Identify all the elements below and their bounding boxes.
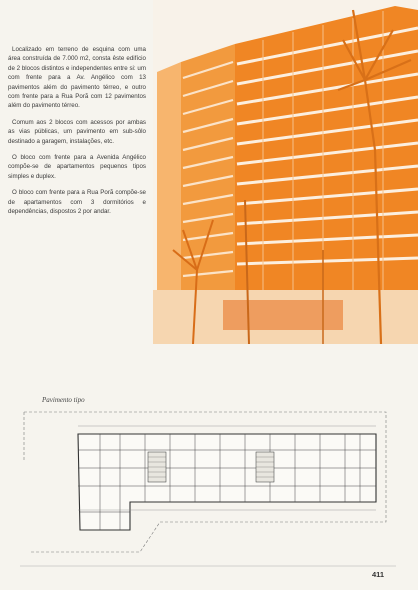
paragraph-pora-block: O bloco com frente para a Rua Porã compõe-se de apartamentos com 3 dormitórios e dependências, dispostos 2 por andar. bbox=[8, 189, 146, 216]
plan-title: Pavimento tipo bbox=[42, 396, 85, 404]
paragraph-location: Localizado em terreno de esquina com uma área construída de 7.000 m2, consta êste edifício de 2 blocos distintos e independentes entre si: um com frente para a Av. Angélico com 13 pavimentos além do pavimento térreo, e outro com frente para a Rua Porã com 12 pavimentos além do pavimento térreo. bbox=[8, 46, 146, 110]
paragraph-angelico-block: O bloco com frente para a Avenida Angélico compõe-se de apartamentos pequenos tipos simples e duplex. bbox=[8, 154, 146, 180]
floor-plan bbox=[20, 402, 396, 574]
building-photo bbox=[153, 0, 418, 344]
page-number: 411 bbox=[372, 570, 385, 579]
article-text bbox=[8, 45, 146, 224]
paragraph-basement: Comum aos 2 blocos com acessos por ambas as vias públicas, um pavimento em sub-sôlo destinado a garagem, instalações, etc. bbox=[8, 118, 146, 145]
